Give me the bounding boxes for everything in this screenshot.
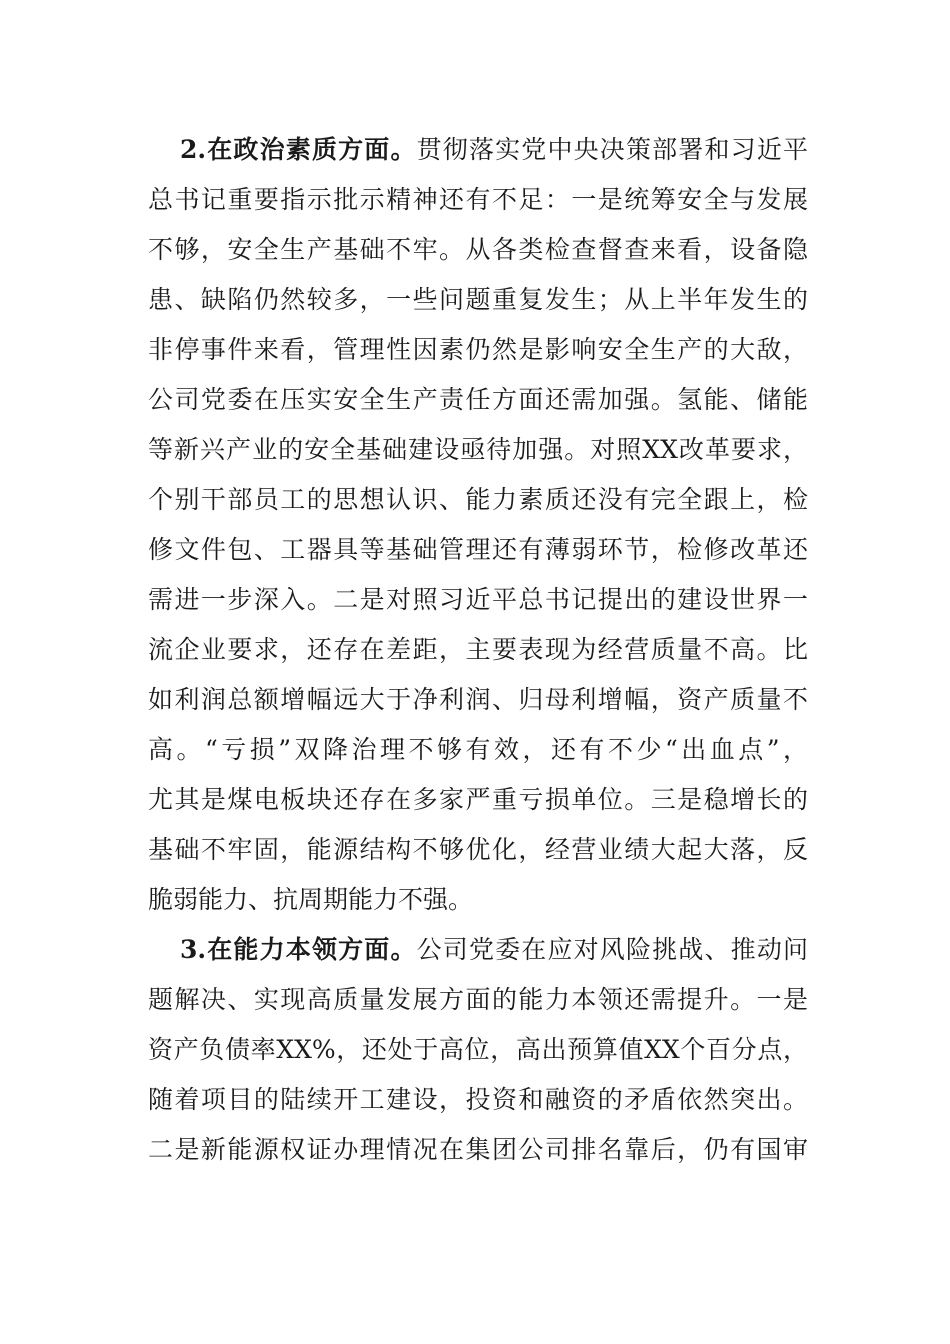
paragraph-line: 基础不牢固，能源结构不够优化，经营业绩大起大落，反	[148, 835, 808, 864]
section-heading: 3.在能力本领方面。	[180, 935, 417, 964]
paragraph-line: 随着项目的陆续开工建设，投资和融资的矛盾依然突出。	[148, 1085, 808, 1114]
paragraph-line: 尤其是煤电板块还存在多家严重亏损单位。三是稳增长的	[148, 785, 808, 814]
paragraph-line: 不够，安全生产基础不牢。从各类检查督查来看，设备隐	[148, 235, 808, 264]
paragraph-line: 高。“亏损”双降治理不够有效，还有不少“出血点”，	[148, 735, 808, 764]
paragraph-line: 等新兴产业的安全基础建设亟待加强。对照XX改革要求，	[148, 435, 808, 464]
paragraph-line: 脆弱能力、抗周期能力不强。	[148, 885, 474, 914]
paragraph-text: 贯彻落实党中央决策部署和习近平	[416, 135, 808, 164]
section-heading: 2.在政治素质方面。	[180, 135, 417, 164]
paragraph-line	[180, 130, 808, 170]
paragraph-line: 需进一步深入。二是对照习近平总书记提出的建设世界一	[148, 585, 808, 614]
paragraph-line	[180, 930, 808, 970]
paragraph-line: 公司党委在压实安全生产责任方面还需加强。氢能、储能	[148, 385, 808, 414]
paragraph-text: 公司党委在应对风险挑战、推动问	[416, 935, 808, 964]
paragraph-line: 资产负债率XX%，还处于高位，高出预算值XX个百分点，	[148, 1035, 808, 1064]
paragraph-line: 二是新能源权证办理情况在集团公司排名靠后，仍有国审	[148, 1135, 808, 1164]
paragraph-line: 题解决、实现高质量发展方面的能力本领还需提升。一是	[148, 985, 808, 1014]
paragraph-line: 个别干部员工的思想认识、能力素质还没有完全跟上，检	[148, 485, 808, 514]
paragraph-line: 修文件包、工器具等基础管理还有薄弱环节，检修改革还	[148, 535, 808, 564]
paragraph-line: 流企业要求，还存在差距，主要表现为经营质量不高。比	[148, 635, 808, 664]
paragraph-line: 总书记重要指示批示精神还有不足：一是统筹安全与发展	[148, 185, 808, 214]
paragraph-line: 非停事件来看，管理性因素仍然是影响安全生产的大敌，	[148, 335, 808, 364]
paragraph-line: 如利润总额增幅远大于净利润、归母利增幅，资产质量不	[148, 685, 808, 714]
paragraph-line: 患、缺陷仍然较多，一些问题重复发生；从上半年发生的	[148, 285, 808, 314]
